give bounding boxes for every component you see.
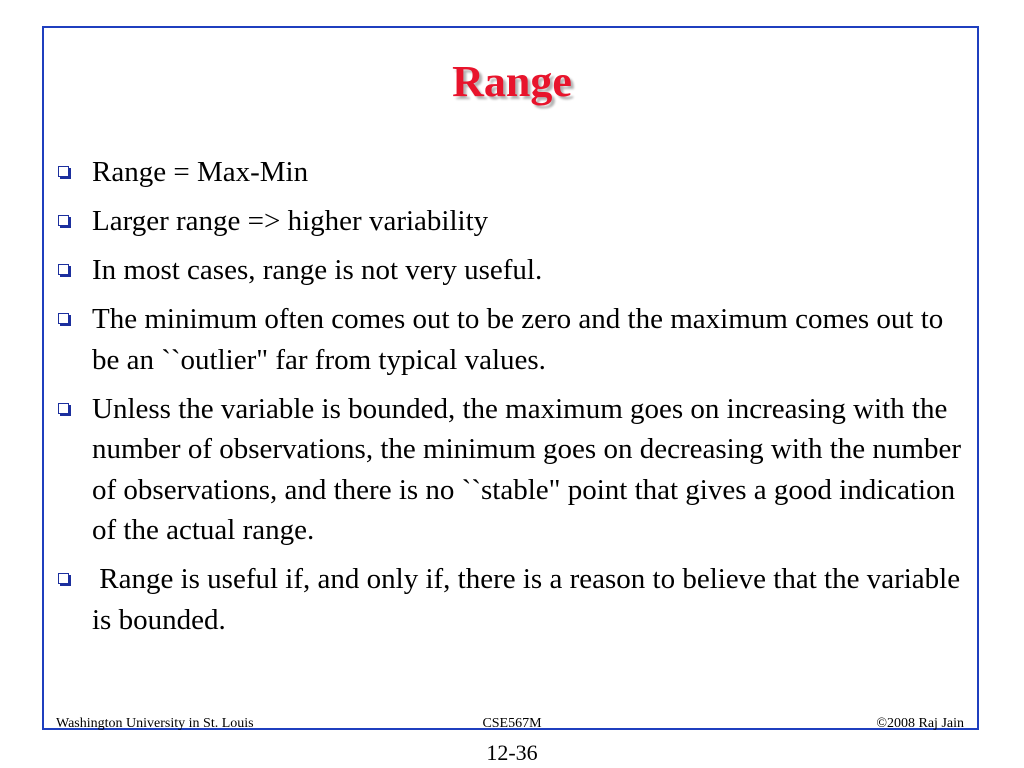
square-bullet-icon: [58, 166, 69, 177]
bullet-text: Range is useful if, and only if, there is a reason to believe that the variable is bounded.: [92, 563, 968, 636]
square-bullet-icon: [58, 215, 69, 226]
bullet-item: [56, 389, 966, 551]
footer-course: CSE567M: [482, 716, 542, 731]
bullet-text: Range = Max-Min: [92, 156, 309, 188]
bullet-item: [56, 152, 966, 193]
bullet-item: [56, 559, 966, 640]
footer-institution: Washington University in St. Louis: [56, 716, 254, 731]
page-number: 12-36: [486, 740, 538, 765]
bullet-list: [56, 152, 966, 649]
bullet-text: The minimum often comes out to be zero and the maximum comes out to be an ``outlier" far from typical values.: [92, 303, 944, 376]
bullet-text: Unless the variable is bounded, the maximum goes on increasing with the number of observations, the minimum goes on decreasing with the number of observations, and there is no ``stable" point that gives a good indication of the actual range.: [92, 392, 962, 546]
bullet-item: [56, 299, 966, 380]
bullet-item: [56, 250, 966, 291]
bullet-item: [56, 201, 966, 242]
square-bullet-icon: [58, 573, 69, 584]
slide-title: Range: [452, 57, 572, 106]
square-bullet-icon: [58, 313, 69, 324]
bullet-text: Larger range => higher variability: [92, 205, 489, 237]
square-bullet-icon: [58, 403, 69, 414]
footer-copyright: ©2008 Raj Jain: [876, 716, 964, 731]
square-bullet-icon: [58, 264, 69, 275]
bullet-text: In most cases, range is not very useful.: [92, 254, 543, 286]
